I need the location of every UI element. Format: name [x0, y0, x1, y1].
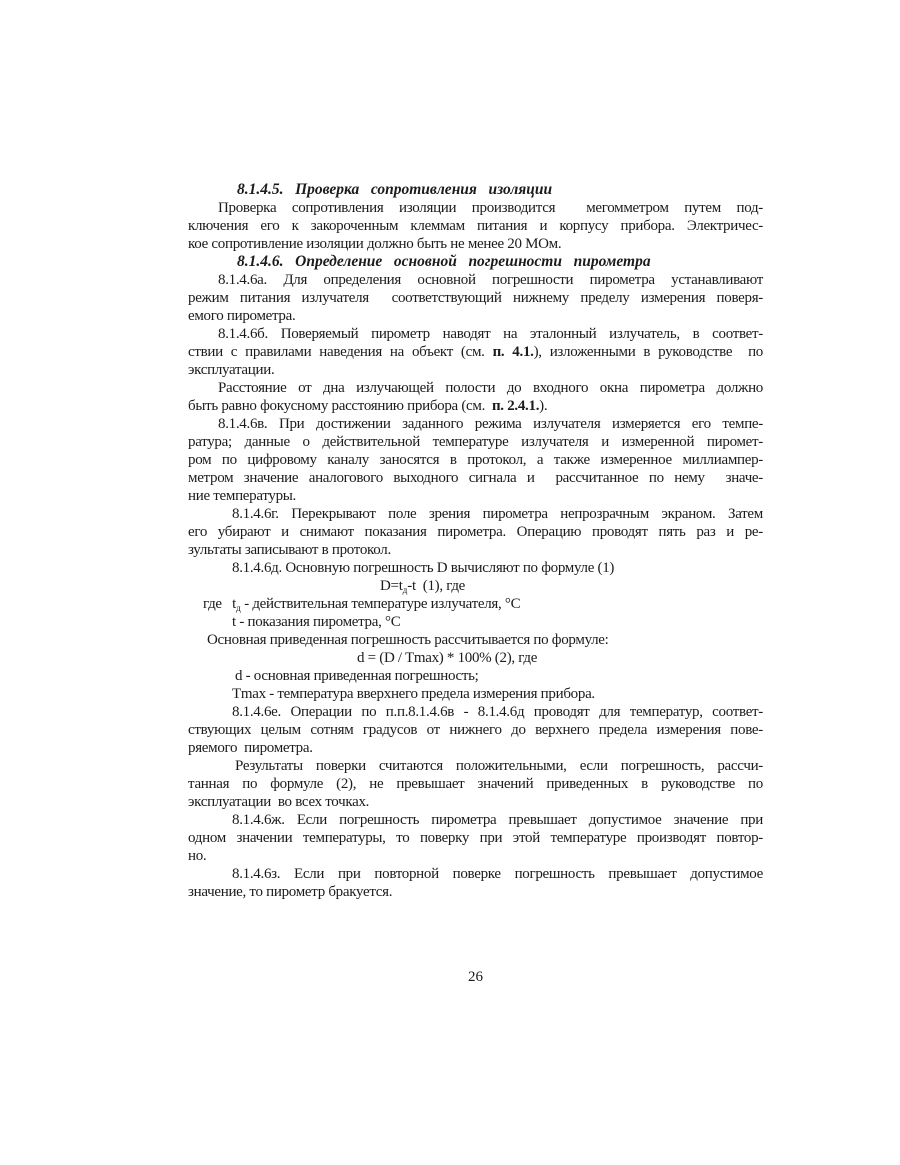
text-run: 8.1.4.6. Определение основной погрешности пирометра	[237, 253, 651, 270]
text-run: одном значении температуры, то поверку при этой температуре производят повтор-	[188, 830, 763, 846]
text-line	[188, 703, 763, 721]
text-line	[188, 379, 763, 397]
text-line	[188, 685, 763, 703]
text-line	[188, 613, 763, 631]
text-run: быть равно фокусному расстоянию прибора (см.	[188, 398, 492, 414]
text-line	[188, 793, 763, 811]
section-heading	[188, 253, 763, 271]
page-number: 26	[468, 969, 483, 985]
text-line	[188, 271, 763, 289]
text-run: -t (1), где	[407, 578, 466, 594]
text-line	[188, 541, 763, 559]
text-run: режим питания излучателя соответствующий нижнему пределу измерения поверя-	[188, 290, 763, 306]
text-run: ствии с правилами наведения на объект (см.	[188, 344, 493, 360]
text-line	[188, 739, 763, 757]
text-line	[188, 667, 763, 685]
text-line	[188, 721, 763, 739]
text-run: 8.1.4.5. Проверка сопротивления изоляции	[237, 181, 553, 198]
text-run: ствующих целым сотням градусов от нижнего до верхнего предела измерения пове-	[188, 722, 763, 738]
text-run: ние температуры.	[188, 488, 297, 504]
section-heading	[188, 181, 763, 199]
text-line	[188, 235, 763, 253]
text-run: ), изложенными в руководстве по	[533, 344, 763, 360]
document-body	[188, 181, 763, 901]
text-run: Tmax - температура вверхнего предела измерения прибора.	[232, 686, 595, 702]
text-line	[188, 505, 763, 523]
text-run: ряемого пирометра.	[188, 740, 313, 756]
text-line	[188, 829, 763, 847]
text-line	[188, 397, 763, 415]
formula-1	[188, 577, 763, 595]
text-run: 8.1.4.6г. Перекрывают поле зрения пирометра непрозрачным экраном. Затем	[232, 506, 763, 522]
text-run: 8.1.4.6б. Поверяемый пирометр наводят на эталонный излучатель, в соответ-	[218, 326, 763, 342]
text-run: 8.1.4.6в. При достижении заданного режима излучателя измеряется его темпе-	[218, 416, 763, 432]
text-line	[188, 865, 763, 883]
cross-reference: п. 4.1.	[492, 344, 534, 360]
text-line	[188, 451, 763, 469]
text-line	[188, 757, 763, 775]
text-line	[188, 433, 763, 451]
text-line	[188, 811, 763, 829]
text-line	[188, 775, 763, 793]
text-line	[188, 631, 763, 649]
text-run: 8.1.4.6е. Операции по п.п.8.1.4.6в - 8.1.4.6д проводят для температур, соответ-	[232, 704, 763, 720]
text-run: - действительная температуре излучателя, °С	[240, 596, 521, 612]
text-run: эксплуатации.	[188, 362, 275, 378]
text-run: Расстояние от дна излучающей полости до входного окна пирометра должно	[218, 380, 763, 396]
text-line	[188, 217, 763, 235]
text-run: его убирают и снимают показания пирометра. Операцию проводят пять раз и ре-	[188, 524, 763, 540]
text-run: ратура; данные о действительной температуре излучателя и измеренной пиромет-	[188, 434, 763, 450]
text-run: Результаты поверки считаются положительными, если погрешность, рассчи-	[235, 758, 763, 774]
text-line	[188, 847, 763, 865]
text-run: ).	[539, 398, 548, 414]
text-line	[188, 487, 763, 505]
formula-2	[188, 649, 763, 667]
text-line	[188, 325, 763, 343]
text-run: D=t	[380, 578, 403, 594]
text-line	[188, 523, 763, 541]
text-line	[188, 343, 763, 361]
text-run: t - показания пирометра, °С	[232, 614, 401, 630]
text-run: зультаты записывают в протокол.	[188, 542, 391, 558]
text-run: танная по формуле (2), не превышает значений приведенных в руководстве по	[188, 776, 763, 792]
text-run: кое сопротивление изоляции должно быть не менее 20 МОм.	[188, 236, 562, 252]
text-line	[188, 361, 763, 379]
text-run: но.	[188, 848, 207, 864]
text-line	[188, 559, 763, 577]
text-run: d = (D / Tmax) * 100% (2), где	[357, 650, 538, 666]
text-run: эксплуатации во всех точках.	[188, 794, 370, 810]
text-run: ром по цифровому каналу заносятся в протокол, а также измеренное миллиампер-	[188, 452, 763, 468]
text-line	[188, 469, 763, 487]
text-run: метром значение аналогового выходного сигнала и рассчитанное по нему значе-	[188, 470, 763, 486]
text-run: Основная приведенная погрешность рассчитывается по формуле:	[207, 632, 609, 648]
subscript: д	[402, 585, 408, 596]
text-run: значение, то пирометр бракуется.	[188, 884, 393, 900]
text-run: 8.1.4.6а. Для определения основной погрешности пирометра устанавливают	[218, 272, 763, 288]
text-run: где t	[203, 596, 237, 612]
text-run: емого пирометра.	[188, 308, 296, 324]
text-line	[188, 595, 763, 613]
text-line	[188, 289, 763, 307]
text-run: ключения его к закороченным клеммам питания и корпусу прибора. Электричес-	[188, 218, 763, 234]
text-run: Проверка сопротивления изоляции производится мегомметром путем под-	[218, 200, 763, 216]
subscript: д	[236, 603, 241, 614]
text-line	[188, 199, 763, 217]
text-run: 8.1.4.6ж. Если погрешность пирометра превышает допустимое значение при	[232, 812, 763, 828]
text-line	[188, 883, 763, 901]
text-run: d - основная приведенная погрешность;	[235, 668, 479, 684]
cross-reference: п. 2.4.1.	[491, 398, 540, 414]
text-run: 8.1.4.6з. Если при повторной поверке погрешность превышает допустимое	[232, 866, 763, 882]
text-line	[188, 415, 763, 433]
text-run: 8.1.4.6д. Основную погрешность D вычисляют по формуле (1)	[232, 560, 615, 576]
text-line	[188, 307, 763, 325]
